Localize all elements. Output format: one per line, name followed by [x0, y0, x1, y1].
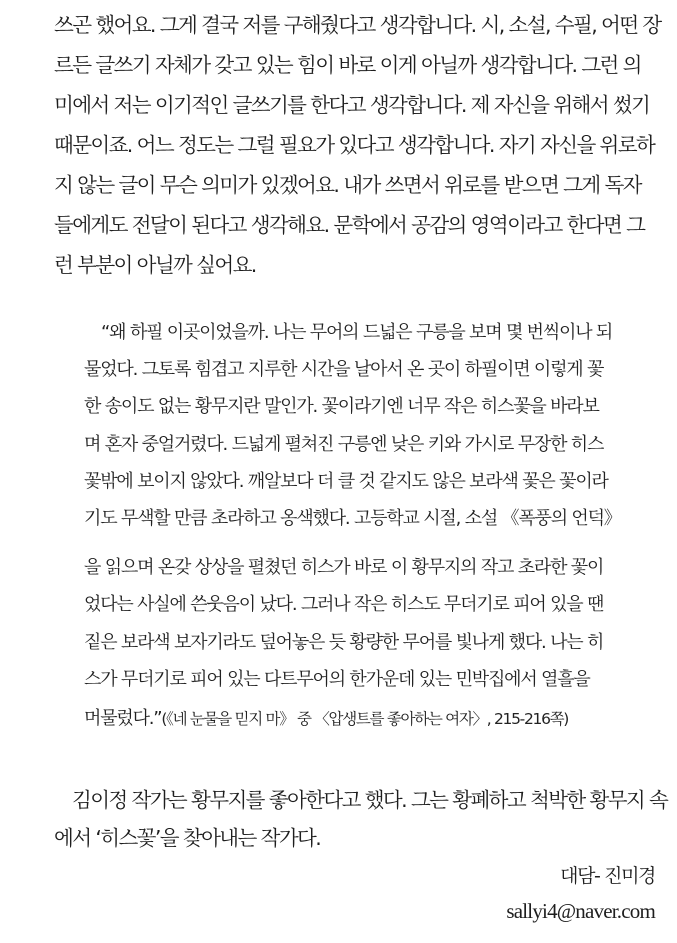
quote-line: 을 읽으며 온갖 상상을 펼쳤던 히스가 바로 이 황무지의 작고 초라한 꽃이 [84, 557, 604, 578]
text-line: 김이정 작가는 황무지를 좋아한다고 했다. 그는 황폐하고 척박한 황무지 속 [72, 788, 668, 812]
quote-line: 물었다. 그토록 힘겹고 지루한 시간을 날아서 온 곳이 하필이면 이렇게 꽃 [84, 359, 604, 380]
quote-line: 한 송이도 없는 황무지란 말인가. 꽃이라기엔 너무 작은 히스꽃을 바라보 [84, 396, 599, 417]
interviewer-credit: 대담- 진미경 [560, 865, 655, 887]
quote-citation: (《네 눈물을 믿지 마》 중 〈압생트를 좋아하는 여자〉, 215-216쪽) [161, 710, 569, 728]
quote-line: 었다는 사실에 쓴웃음이 났다. 그러나 작은 히스도 무더기로 피어 있을 땐 [84, 594, 604, 615]
text-line: 쓰곤 했어요. 그게 결국 저를 구해줬다고 생각합니다. 시, 소설, 수필, 어떤 장 [54, 13, 661, 37]
quote-line: 스가 무더기로 피어 있는 다트무어의 한가운데 있는 민박집에서 열흘을 [84, 669, 590, 690]
quote-line: 꽃밖에 보이지 않았다. 깨알보다 더 클 것 같지도 않은 보라색 꽃은 꽃이라 [84, 471, 608, 492]
quote-end-text: 머물렀다.” [84, 708, 162, 729]
quote-line: “왜 하필 이곳이었을까. 나는 무어의 드넓은 구릉을 보며 몇 번씩이나 되 [101, 322, 613, 343]
text-line: 런 부분이 아닐까 싶어요. [54, 253, 256, 277]
quote-line: 며 혼자 중얼거렸다. 드넓게 펼쳐진 구릉엔 낮은 키와 가시로 무장한 히스 [84, 434, 604, 455]
text-line: 에서 ‘히스꽃’을 찾아내는 작가다. [54, 826, 321, 850]
quote-last-line [84, 704, 568, 730]
text-line: 때문이죠. 어느 정도는 그럴 필요가 있다고 생각합니다. 자기 자신을 위로하 [54, 133, 655, 157]
quote-line: 기도 무색할 만큼 초라하고 옹색했다. 고등학교 시절, 소설 《폭풍의 언덕》 [84, 508, 621, 529]
text-line: 미에서 저는 이기적인 글쓰기를 한다고 생각합니다. 제 자신을 위해서 썼기 [54, 93, 650, 117]
text-line: 지 않는 글이 무슨 의미가 있겠어요. 내가 쓰면서 위로를 받으면 그게 독자 [54, 173, 641, 197]
email-address: sallyi4@naver.com [506, 899, 655, 923]
text-line: 들에게도 전달이 된다고 생각해요. 문학에서 공감의 영역이라고 한다면 그 [54, 213, 645, 237]
text-line: 르든 글쓰기 자체가 갖고 있는 힘이 바로 이게 아닐까 생각합니다. 그런 의 [54, 53, 641, 77]
quote-line: 짙은 보라색 보자기라도 덮어놓은 듯 황량한 무어를 빛나게 했다. 나는 히 [84, 632, 604, 653]
